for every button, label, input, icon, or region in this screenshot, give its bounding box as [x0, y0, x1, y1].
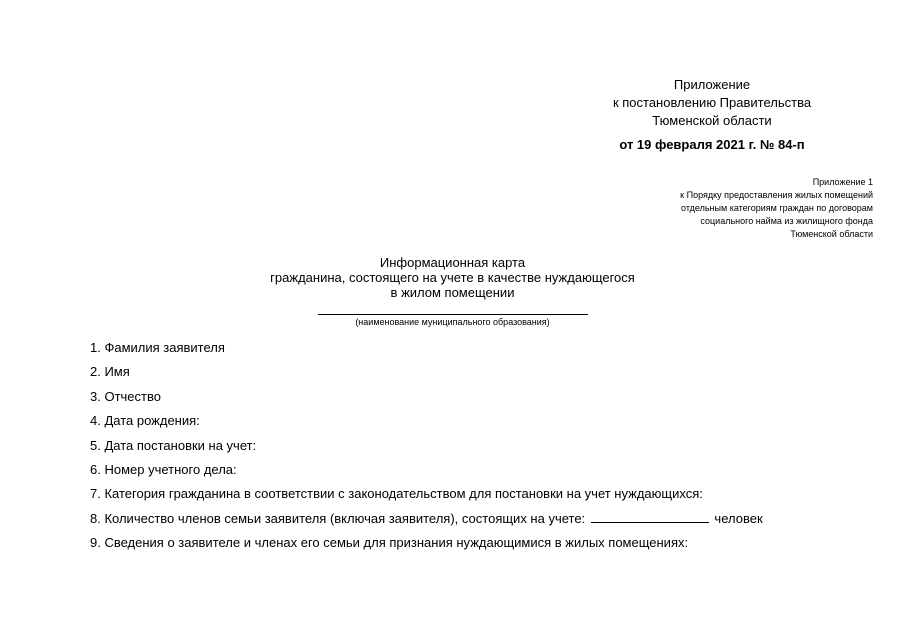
form-item-registration-date: 5. Дата постановки на учет: [90, 437, 257, 453]
appendix-main-line1: Приложение [673, 77, 751, 92]
appendix-sub-line3: отдельным категориям граждан по договорам [681, 203, 873, 213]
appendix-main-line3: Тюменской области [652, 113, 772, 128]
form-item-birth-date: 4. Дата рождения: [90, 413, 200, 429]
form-item-case-number: 6. Номер учетного дела: [90, 461, 237, 477]
title-line3: в жилом помещении [390, 285, 515, 300]
family-count-label: 8. Количество членов семьи заявителя (включая заявителя), состоящих на учете: [90, 510, 586, 526]
title-line1: Информационная карта [379, 255, 526, 270]
appendix-sub-line1: Приложение 1 [812, 177, 873, 187]
title-line2: гражданина, состоящего на учете в качестве нуждающегося [270, 270, 635, 285]
form-item-name: 2. Имя [90, 364, 130, 380]
municipality-caption: (наименование муниципального образования) [355, 317, 550, 327]
appendix-sub-block [613, 176, 873, 241]
form-item-citizen-category: 7. Категория гражданина в соответствии с законодательством для постановки на учет нуждающихся: [90, 486, 703, 502]
appendix-sub-line5: Тюменской области [790, 229, 873, 239]
appendix-sub-line2: к Порядку предоставления жилых помещений [680, 190, 873, 200]
form-item-surname: 1. Фамилия заявителя [90, 340, 225, 355]
appendix-main-resolution-date: от 19 февраля 2021 г. № 84-п [619, 137, 805, 152]
form-item-family-count [90, 510, 870, 534]
form-item-family-info: 9. Сведения о заявителе и членах его семьи для признания нуждающимися в жилых помещениях: [90, 535, 689, 551]
municipality-blank-line [318, 305, 588, 315]
family-count-blank-line [591, 510, 709, 523]
form-item-patronymic: 3. Отчество [90, 388, 161, 404]
appendix-sub-line4: социального найма из жилищного фонда [700, 216, 873, 226]
family-count-unit: человек [714, 510, 763, 526]
document-title-block [220, 255, 685, 328]
form-items-list [90, 339, 870, 559]
appendix-main-block [560, 76, 864, 154]
appendix-main-line2: к постановлению Правительства [612, 95, 812, 110]
